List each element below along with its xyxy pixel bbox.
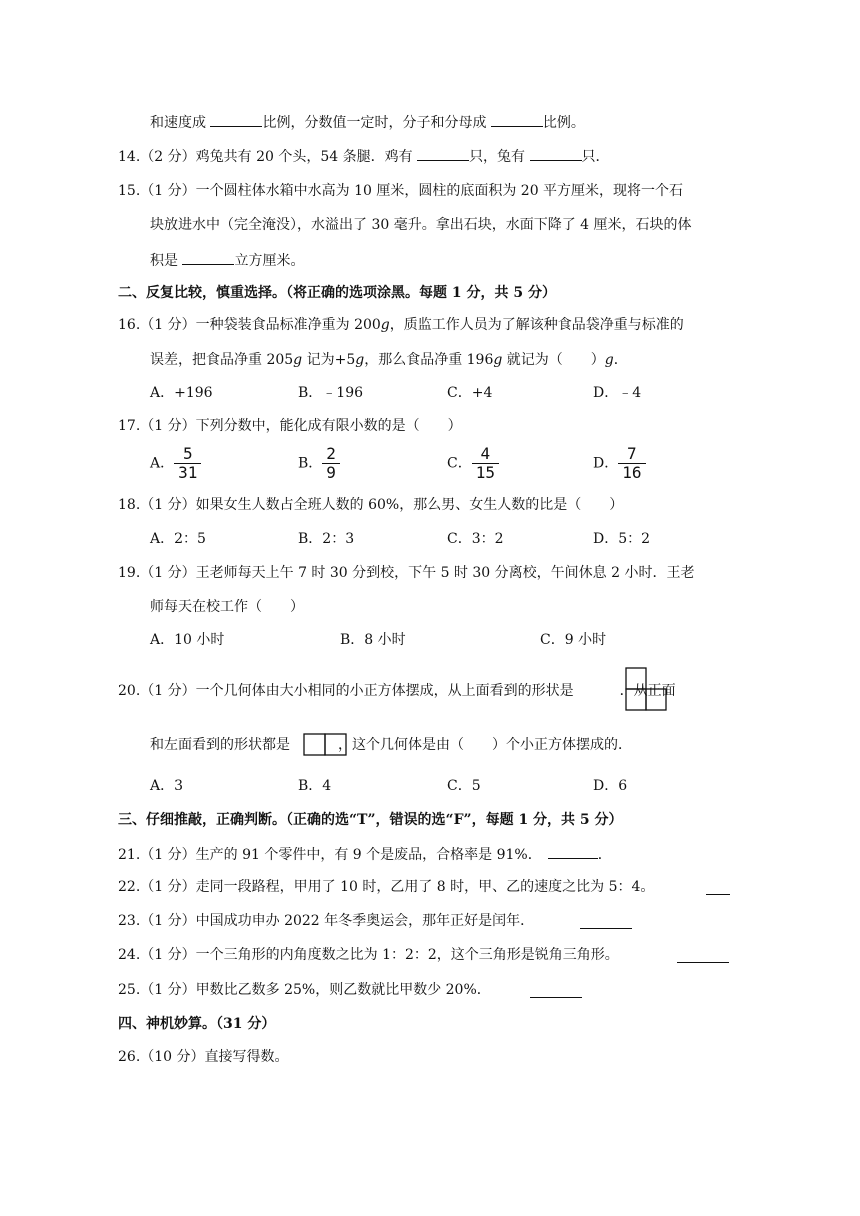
fraction: $\frac{2}{9}$: [324, 446, 338, 481]
option-c[interactable]: C． $\frac{4}{15}$: [447, 446, 497, 481]
option-d[interactable]: D．﹣4: [593, 385, 642, 401]
option-b[interactable]: B．8 小时: [340, 632, 406, 648]
question-26: 26.（10 分）直接写得数。: [118, 1049, 289, 1065]
question-19-line1: 19.（1 分）王老师每天上午 7 时 30 分到校，下午 5 时 30 分离校，午间休息 2 小时．王老: [118, 565, 695, 581]
option-b[interactable]: B．4: [298, 778, 332, 794]
question-16-line2: 误差，把食品净重 205g 记为+5g，那么食品净重 196g 就记为（ ）g．: [150, 352, 628, 368]
question-23: 23.（1 分）中国成功申办 2022 年冬季奥运会，那年正好是闰年．: [118, 913, 535, 929]
option-b[interactable]: B．2：3: [298, 531, 355, 547]
option-c[interactable]: C．9 小时: [540, 632, 607, 648]
option-d[interactable]: D．5：2: [593, 531, 651, 547]
option-c[interactable]: C．3：2: [447, 531, 504, 547]
fraction: $\frac{4}{15}$: [474, 446, 497, 481]
option-b[interactable]: B．﹣196: [298, 385, 364, 401]
question-21: 21.（1 分）生产的 91 个零件中，有 9 个是废品，合格率是 91%． ．: [118, 844, 612, 865]
section-2-heading: 二、反复比较，慎重选择。（将正确的选项涂黑。每题 1 分，共 5 分）: [118, 285, 556, 301]
option-d[interactable]: D． $\frac{7}{16}$: [593, 446, 644, 481]
question-15-line3: 积是 立方厘米。: [150, 250, 304, 271]
option-d[interactable]: D．6: [593, 778, 628, 794]
option-a[interactable]: A． $\frac{5}{31}$: [150, 446, 199, 481]
question-15-line2: 块放进水中（完全淹没），水溢出了 30 毫升。拿出石块，水面下降了 4 厘米，石块的体: [150, 217, 692, 233]
section-4-heading: 四、神机妙算。（31 分）: [118, 1016, 276, 1032]
option-a[interactable]: A．2：5: [150, 531, 206, 547]
answer-blank[interactable]: [548, 844, 598, 859]
answer-blank[interactable]: [530, 983, 582, 998]
answer-blank[interactable]: [417, 146, 469, 161]
question-20-line1: 20.（1 分）一个几何体由大小相同的小正方体摆成，从上面看到的形状是 ．从正面: [118, 683, 676, 699]
option-a[interactable]: A．10 小时: [150, 632, 225, 648]
front-view-shape-figure: [303, 733, 347, 757]
question-15-line1: 15.（1 分）一个圆柱体水箱中水高为 10 厘米，圆柱的底面积为 20 平方厘米，现将一个石: [118, 183, 684, 199]
answer-blank[interactable]: [530, 146, 582, 161]
question-17: 17.（1 分）下列分数中，能化成有限小数的是（ ）: [118, 418, 462, 434]
question-22: 22.（1 分）走同一段路程，甲用了 10 时，乙用了 8 时，甲、乙的速度之比为 5：4。: [118, 879, 655, 895]
section-3-heading: 三、仔细推敲，正确判断。（正确的选“T”，错误的选“F”，每题 1 分，共 5 分）: [118, 812, 623, 828]
question-16-line1: 16.（1 分）一种袋装食品标准净重为 200g，质监工作人员为了解该种食品袋净重与标准的: [118, 317, 684, 333]
answer-blank[interactable]: [706, 880, 730, 895]
answer-blank[interactable]: [580, 914, 632, 929]
fraction: $\frac{7}{16}$: [620, 446, 643, 481]
answer-blank[interactable]: [210, 112, 262, 127]
question-18: 18.（1 分）如果女生人数占全班人数的 60%，那么男、女生人数的比是（ ）: [118, 497, 624, 513]
top-view-shape-figure: [625, 667, 667, 711]
option-a[interactable]: A．+196: [150, 385, 213, 401]
option-c[interactable]: C．5: [447, 778, 481, 794]
question-24: 24.（1 分）一个三角形的内角度数之比为 1：2：2，这个三角形是锐角三角形。: [118, 947, 619, 963]
fraction: $\frac{5}{31}$: [176, 446, 199, 481]
question-25: 25.（1 分）甲数比乙数多 25%，则乙数就比甲数少 20%．: [118, 982, 491, 998]
question-14: 14.（2 分）鸡兔共有 20 个头，54 条腿．鸡有 只，兔有 只．: [118, 146, 610, 167]
q13-continuation: 和速度成 比例，分数值一定时，分子和分母成 比例。: [150, 112, 585, 133]
question-19-line2: 师每天在校工作（ ）: [150, 599, 304, 615]
option-a[interactable]: A．3: [150, 778, 184, 794]
question-20-line2: 和左面看到的形状都是 ，这个几何体是由（ ）个小正方体摆成的．: [150, 737, 632, 753]
option-b[interactable]: B． $\frac{2}{9}$: [298, 446, 338, 481]
answer-blank[interactable]: [491, 112, 543, 127]
option-c[interactable]: C．+4: [447, 385, 493, 401]
answer-blank[interactable]: [677, 948, 729, 963]
answer-blank[interactable]: [182, 250, 234, 265]
